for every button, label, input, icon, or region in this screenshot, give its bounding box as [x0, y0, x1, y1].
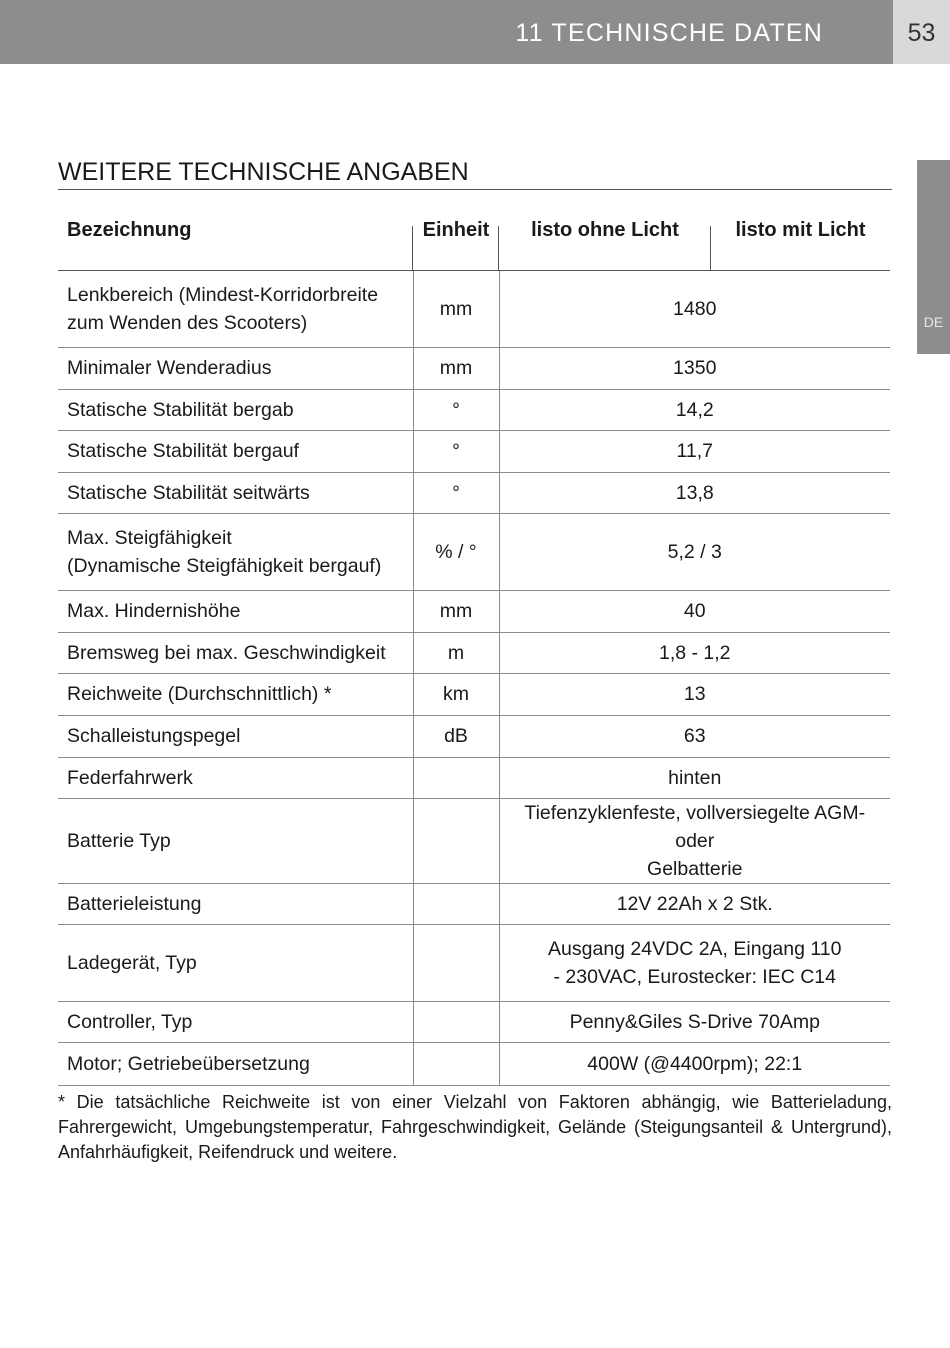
table-row	[58, 632, 890, 673]
table-row	[58, 590, 890, 632]
table-row	[58, 924, 890, 1001]
row-label: Controller, Typ	[58, 1001, 413, 1042]
table-row	[58, 347, 890, 389]
row-unit	[413, 757, 499, 798]
row-label: Lenkbereich (Mindest-Korridorbreite zum Wenden des Scooters)	[58, 270, 413, 347]
table-row	[58, 757, 890, 798]
row-unit: °	[413, 389, 499, 430]
column-header-without-light: listo ohne Licht	[499, 207, 711, 270]
table-row	[58, 1042, 890, 1085]
header-band	[0, 0, 893, 64]
row-value: 14,2	[499, 389, 890, 430]
row-label: Bremsweg bei max. Geschwindigkeit	[58, 632, 413, 673]
row-unit: mm	[413, 347, 499, 389]
row-value: 400W (@4400rpm); 22:1	[499, 1042, 890, 1085]
page-number: 53	[907, 19, 936, 47]
language-tab	[917, 160, 950, 354]
row-value: Penny&Giles S-Drive 70Amp	[499, 1001, 890, 1042]
table-row	[58, 472, 890, 513]
section-title: WEITERE TECHNISCHE ANGABEN	[58, 158, 469, 186]
row-unit	[413, 1001, 499, 1042]
table-row	[58, 1001, 890, 1042]
table-body	[58, 270, 890, 1085]
column-header-with-light: listo mit Licht	[711, 207, 890, 270]
row-unit	[413, 1042, 499, 1085]
table-row	[58, 673, 890, 715]
row-label: Federfahrwerk	[58, 757, 413, 798]
chapter-title: 11 TECHNISCHE DATEN	[515, 19, 823, 47]
row-value: 5,2 / 3	[499, 513, 890, 590]
table-row	[58, 883, 890, 924]
row-label: Reichweite (Durchschnittlich) *	[58, 673, 413, 715]
row-unit: mm	[413, 590, 499, 632]
column-header-name: Bezeichnung	[58, 207, 413, 270]
row-unit: °	[413, 472, 499, 513]
row-label: Ladegerät, Typ	[58, 924, 413, 1001]
spec-table	[58, 207, 890, 1086]
row-label: Batterie Typ	[58, 798, 413, 883]
row-value: hinten	[499, 757, 890, 798]
row-value: 63	[499, 715, 890, 757]
row-label: Statische Stabilität seitwärts	[58, 472, 413, 513]
table-row	[58, 270, 890, 347]
row-value: Tiefenzyklenfeste, vollversiegelte AGM- oder Gelbatterie	[499, 798, 890, 883]
row-value: 12V 22Ah x 2 Stk.	[499, 883, 890, 924]
row-value: Ausgang 24VDC 2A, Eingang 110 - 230VAC, Eurostecker: IEC C14	[499, 924, 890, 1001]
row-label: Statische Stabilität bergab	[58, 389, 413, 430]
footnote: * Die tatsächliche Reichweite ist von einer Vielzahl von Faktoren abhängig, wie Batterieladung, Fahrergewicht, Umgebungstemperatur, Fahrgeschwindigkeit, Gelände (Steigungsanteil & Untergrund), Anfahrhäufigkeit, Reifendruck und weitere.	[58, 1092, 892, 1162]
row-value: 1480	[499, 270, 890, 347]
table-row	[58, 715, 890, 757]
row-value: 13,8	[499, 472, 890, 513]
row-label: Statische Stabilität bergauf	[58, 430, 413, 472]
row-unit: m	[413, 632, 499, 673]
row-value: 1,8 - 1,2	[499, 632, 890, 673]
section-divider	[58, 189, 892, 190]
row-unit	[413, 924, 499, 1001]
row-label: Max. Hindernishöhe	[58, 590, 413, 632]
row-unit: °	[413, 430, 499, 472]
language-label: DE	[923, 314, 944, 330]
row-value: 11,7	[499, 430, 890, 472]
row-label: Motor; Getriebeübersetzung	[58, 1042, 413, 1085]
row-unit: km	[413, 673, 499, 715]
row-unit	[413, 883, 499, 924]
row-label: Minimaler Wenderadius	[58, 347, 413, 389]
row-label: Batterieleistung	[58, 883, 413, 924]
table-row	[58, 798, 890, 883]
row-label: Schalleistungspegel	[58, 715, 413, 757]
row-unit: dB	[413, 715, 499, 757]
table-row	[58, 389, 890, 430]
row-unit: % / °	[413, 513, 499, 590]
row-unit: mm	[413, 270, 499, 347]
row-label: Max. Steigfähigkeit (Dynamische Steigfähigkeit bergauf)	[58, 513, 413, 590]
row-unit	[413, 798, 499, 883]
table-row	[58, 513, 890, 590]
table-row	[58, 430, 890, 472]
row-value: 40	[499, 590, 890, 632]
table-header-row	[58, 207, 890, 270]
row-value: 13	[499, 673, 890, 715]
column-header-unit: Einheit	[413, 207, 499, 270]
row-value: 1350	[499, 347, 890, 389]
page-number-box	[893, 0, 950, 64]
